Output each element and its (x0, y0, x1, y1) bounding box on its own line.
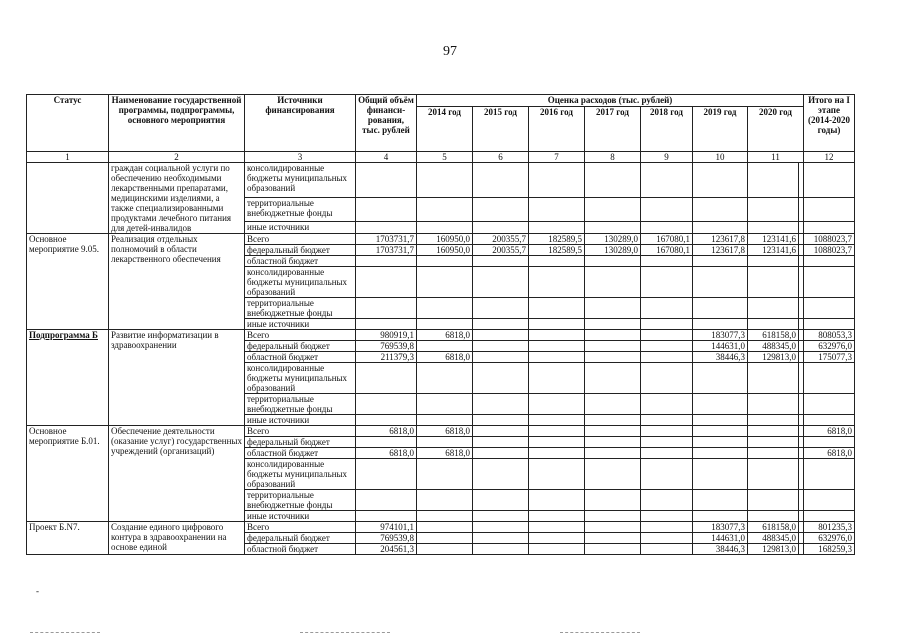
value-cell (585, 533, 641, 544)
value-cell: 6818,0 (356, 426, 417, 437)
header-name: Наименование государственной программы, подпрограммы, основного мероприятия (109, 95, 245, 152)
source-cell: иные источники (245, 415, 356, 426)
value-cell (529, 319, 585, 330)
value-cell (585, 511, 641, 522)
footer-rule (300, 632, 390, 633)
value-cell: 167080,1 (641, 234, 693, 245)
source-cell: территориальные внебюджетные фонды (245, 490, 356, 511)
value-cell (417, 363, 473, 394)
value-cell (585, 544, 641, 555)
value-cell: 6818,0 (417, 426, 473, 437)
value-cell (356, 267, 417, 298)
value-cell: 980919,1 (356, 330, 417, 341)
value-cell (748, 298, 799, 319)
value-cell (641, 352, 693, 363)
value-cell: 123617,8 (693, 245, 748, 256)
table-row (27, 330, 855, 341)
source-cell: территориальные внебюджетные фонды (245, 197, 356, 221)
column-number: 4 (356, 152, 417, 163)
source-cell: консолидированные бюджеты муниципальных образований (245, 459, 356, 490)
value-cell (641, 437, 693, 448)
value-cell: 974101,1 (356, 522, 417, 533)
value-cell (473, 394, 529, 415)
value-cell: 6818,0 (804, 426, 855, 437)
value-cell (804, 221, 855, 233)
value-cell (641, 330, 693, 341)
source-cell: иные источники (245, 319, 356, 330)
value-cell (748, 363, 799, 394)
source-cell: областной бюджет (245, 448, 356, 459)
value-cell (641, 426, 693, 437)
status-cell: Подпрограмма Б (27, 330, 109, 426)
value-cell: 1703731,7 (356, 234, 417, 245)
value-cell: 129813,0 (748, 352, 799, 363)
value-cell (529, 426, 585, 437)
column-number: 5 (417, 152, 473, 163)
value-cell (417, 298, 473, 319)
value-cell (804, 197, 855, 221)
header-year: 2020 год (748, 107, 804, 152)
value-cell: 6818,0 (417, 448, 473, 459)
table-row (27, 234, 855, 245)
table-row (27, 522, 855, 533)
status-cell: Проект Б.N7. (27, 522, 109, 555)
column-number: 9 (641, 152, 693, 163)
value-cell (356, 298, 417, 319)
value-cell (473, 511, 529, 522)
value-cell (693, 437, 748, 448)
value-cell: 183077,3 (693, 522, 748, 533)
value-cell (585, 426, 641, 437)
source-cell: Всего (245, 426, 356, 437)
source-cell: федеральный бюджет (245, 341, 356, 352)
value-cell (529, 448, 585, 459)
value-cell (804, 363, 855, 394)
value-cell: 38446,3 (693, 544, 748, 555)
value-cell (585, 319, 641, 330)
value-cell (693, 394, 748, 415)
value-cell (473, 490, 529, 511)
value-cell: 6818,0 (356, 448, 417, 459)
value-cell (585, 352, 641, 363)
value-cell: 167080,1 (641, 245, 693, 256)
value-cell (748, 163, 799, 198)
value-cell: 38446,3 (693, 352, 748, 363)
value-cell (641, 298, 693, 319)
value-cell (585, 256, 641, 267)
value-cell (417, 163, 473, 198)
value-cell (529, 415, 585, 426)
value-cell (417, 221, 473, 233)
value-cell (417, 267, 473, 298)
value-cell (356, 415, 417, 426)
value-cell: 211379,3 (356, 352, 417, 363)
value-cell: 183077,3 (693, 330, 748, 341)
value-cell (417, 511, 473, 522)
value-cell: 168259,3 (804, 544, 855, 555)
value-cell: 488345,0 (748, 533, 799, 544)
value-cell (356, 394, 417, 415)
value-cell (693, 319, 748, 330)
value-cell (585, 415, 641, 426)
value-cell (641, 197, 693, 221)
column-number: 8 (585, 152, 641, 163)
footer-rule (30, 632, 100, 633)
value-cell (473, 330, 529, 341)
value-cell (529, 511, 585, 522)
footer-rule (560, 632, 640, 633)
value-cell (693, 298, 748, 319)
value-cell (748, 415, 799, 426)
value-cell (473, 415, 529, 426)
source-cell: территориальные внебюджетные фонды (245, 394, 356, 415)
value-cell (529, 298, 585, 319)
value-cell (529, 522, 585, 533)
value-cell (804, 319, 855, 330)
value-cell (417, 533, 473, 544)
value-cell (585, 459, 641, 490)
value-cell (585, 394, 641, 415)
value-cell (693, 511, 748, 522)
value-cell: 6818,0 (417, 352, 473, 363)
value-cell (641, 256, 693, 267)
header-year: 2016 год (529, 107, 585, 152)
value-cell (804, 511, 855, 522)
value-cell (529, 352, 585, 363)
value-cell (748, 394, 799, 415)
value-cell (585, 221, 641, 233)
value-cell: 129813,0 (748, 544, 799, 555)
source-cell: иные источники (245, 221, 356, 233)
value-cell (585, 490, 641, 511)
value-cell: 182589,5 (529, 234, 585, 245)
value-cell (529, 197, 585, 221)
value-cell (641, 522, 693, 533)
value-cell (473, 459, 529, 490)
value-cell (804, 437, 855, 448)
value-cell (804, 415, 855, 426)
value-cell (585, 197, 641, 221)
value-cell (641, 459, 693, 490)
value-cell: 144631,0 (693, 533, 748, 544)
value-cell (641, 221, 693, 233)
value-cell: 769539,8 (356, 341, 417, 352)
value-cell (529, 544, 585, 555)
value-cell (417, 415, 473, 426)
value-cell (356, 490, 417, 511)
column-number: 6 (473, 152, 529, 163)
value-cell (417, 341, 473, 352)
column-number-row (27, 152, 855, 163)
value-cell (356, 511, 417, 522)
value-cell: 1703731,7 (356, 245, 417, 256)
value-cell (473, 163, 529, 198)
value-cell (417, 394, 473, 415)
column-number: 12 (804, 152, 855, 163)
value-cell (748, 256, 799, 267)
value-cell (641, 490, 693, 511)
value-cell (585, 330, 641, 341)
value-cell (529, 341, 585, 352)
value-cell (529, 363, 585, 394)
value-cell (641, 394, 693, 415)
value-cell (641, 511, 693, 522)
value-cell (417, 437, 473, 448)
table-body (27, 163, 855, 555)
column-number: 2 (109, 152, 245, 163)
source-cell: территориальные внебюджетные фонды (245, 298, 356, 319)
value-cell (417, 522, 473, 533)
value-cell: 6818,0 (417, 330, 473, 341)
value-cell (693, 163, 748, 198)
value-cell (473, 256, 529, 267)
source-cell: иные источники (245, 511, 356, 522)
value-cell (693, 197, 748, 221)
value-cell (641, 319, 693, 330)
value-cell: 769539,8 (356, 533, 417, 544)
value-cell (356, 437, 417, 448)
header-estimate: Оценка расходов (тыс. рублей) (417, 95, 804, 107)
header-year: 2018 год (641, 107, 693, 152)
value-cell: 488345,0 (748, 341, 799, 352)
value-cell (693, 256, 748, 267)
value-cell (748, 448, 799, 459)
value-cell (748, 319, 799, 330)
value-cell (356, 197, 417, 221)
status-cell: Основное мероприятие 9.05. (27, 234, 109, 330)
header-sources: Источники финансирования (245, 95, 356, 152)
header-stage: Итого на I этапе (2014-2020 годы) (804, 95, 855, 152)
value-cell: 6818,0 (804, 448, 855, 459)
value-cell: 175077,3 (804, 352, 855, 363)
value-cell (356, 459, 417, 490)
value-cell (641, 415, 693, 426)
value-cell (804, 256, 855, 267)
value-cell (641, 448, 693, 459)
value-cell (417, 544, 473, 555)
value-cell (748, 197, 799, 221)
header-total: Общий объём финанси-рования, тыс. рублей (356, 95, 417, 152)
value-cell: 123141,6 (748, 245, 799, 256)
value-cell (356, 163, 417, 198)
value-cell (529, 163, 585, 198)
value-cell (585, 163, 641, 198)
value-cell (693, 415, 748, 426)
value-cell: 123141,6 (748, 234, 799, 245)
source-cell: областной бюджет (245, 544, 356, 555)
value-cell (356, 221, 417, 233)
value-cell (585, 437, 641, 448)
value-cell (529, 533, 585, 544)
value-cell (473, 426, 529, 437)
value-cell (473, 298, 529, 319)
value-cell (748, 437, 799, 448)
header-year: 2014 год (417, 107, 473, 152)
value-cell (804, 163, 855, 198)
source-cell: консолидированные бюджеты муниципальных образований (245, 267, 356, 298)
value-cell (748, 221, 799, 233)
value-cell (417, 459, 473, 490)
source-cell: Всего (245, 234, 356, 245)
table-row (27, 163, 855, 198)
value-cell (641, 544, 693, 555)
value-cell: 632976,0 (804, 341, 855, 352)
value-cell (693, 363, 748, 394)
value-cell (473, 341, 529, 352)
source-cell: федеральный бюджет (245, 437, 356, 448)
value-cell (529, 267, 585, 298)
column-number: 7 (529, 152, 585, 163)
value-cell (693, 490, 748, 511)
value-cell (473, 197, 529, 221)
value-cell (529, 490, 585, 511)
value-cell (529, 459, 585, 490)
value-cell: 618158,0 (748, 522, 799, 533)
value-cell: 200355,7 (473, 245, 529, 256)
value-cell (529, 330, 585, 341)
value-cell (356, 256, 417, 267)
source-cell: консолидированные бюджеты муниципальных образований (245, 363, 356, 394)
value-cell: 182589,5 (529, 245, 585, 256)
value-cell (356, 363, 417, 394)
value-cell (804, 394, 855, 415)
value-cell (693, 426, 748, 437)
column-number: 3 (245, 152, 356, 163)
value-cell (473, 363, 529, 394)
source-cell: областной бюджет (245, 352, 356, 363)
value-cell (748, 426, 799, 437)
value-cell: 204561,3 (356, 544, 417, 555)
value-cell (748, 267, 799, 298)
value-cell: 801235,3 (804, 522, 855, 533)
value-cell (585, 267, 641, 298)
source-cell: Всего (245, 522, 356, 533)
value-cell (417, 490, 473, 511)
value-cell (473, 448, 529, 459)
value-cell (417, 256, 473, 267)
value-cell (641, 267, 693, 298)
value-cell: 130289,0 (585, 245, 641, 256)
value-cell (473, 437, 529, 448)
value-cell (804, 267, 855, 298)
value-cell (529, 394, 585, 415)
table-row (27, 426, 855, 437)
value-cell (641, 341, 693, 352)
value-cell (693, 221, 748, 233)
value-cell: 1088023,7 (804, 245, 855, 256)
status-cell: Основное мероприятие Б.01. (27, 426, 109, 522)
header-year: 2015 год (473, 107, 529, 152)
value-cell (473, 267, 529, 298)
value-cell (529, 256, 585, 267)
value-cell: 160950,0 (417, 234, 473, 245)
source-cell: областной бюджет (245, 256, 356, 267)
value-cell: 808053,3 (804, 330, 855, 341)
value-cell (529, 437, 585, 448)
value-cell (693, 459, 748, 490)
column-number: 11 (748, 152, 804, 163)
page-number: 97 (443, 44, 457, 59)
value-cell: 123617,8 (693, 234, 748, 245)
value-cell (585, 522, 641, 533)
value-cell (641, 533, 693, 544)
value-cell (473, 352, 529, 363)
value-cell (804, 298, 855, 319)
program-name-cell: Создание единого цифрового контура в здравоохранении на основе единой (109, 522, 245, 555)
header-status: Статус (27, 95, 109, 152)
value-cell: 160950,0 (417, 245, 473, 256)
value-cell: 618158,0 (748, 330, 799, 341)
source-cell: консолидированные бюджеты муниципальных образований (245, 163, 356, 198)
value-cell (804, 490, 855, 511)
program-name-cell: граждан социальной услуги по обеспечению необходимыми лекарственными препаратами, медицинскими изделиями, а также специализированными продуктами лечебного питания для детей-инвалидов (109, 163, 245, 234)
value-cell (585, 341, 641, 352)
status-cell (27, 163, 109, 234)
value-cell (473, 221, 529, 233)
source-cell: федеральный бюджет (245, 533, 356, 544)
value-cell (641, 163, 693, 198)
header-year: 2017 год (585, 107, 641, 152)
value-cell (748, 511, 799, 522)
value-cell: 200355,7 (473, 234, 529, 245)
source-cell: федеральный бюджет (245, 245, 356, 256)
value-cell: 1088023,7 (804, 234, 855, 245)
program-name-cell: Реализация отдельных полномочий в области лекарственного обеспечения (109, 234, 245, 330)
value-cell (585, 363, 641, 394)
value-cell (417, 319, 473, 330)
value-cell (356, 319, 417, 330)
value-cell: 144631,0 (693, 341, 748, 352)
value-cell: 632976,0 (804, 533, 855, 544)
program-name-cell: Обеспечение деятельности (оказание услуг) государственных учреждений (организаций) (109, 426, 245, 522)
value-cell (585, 298, 641, 319)
value-cell (748, 490, 799, 511)
value-cell (585, 448, 641, 459)
value-cell (473, 533, 529, 544)
program-name-cell: Развитие информатизации в здравоохранении (109, 330, 245, 426)
financing-table (26, 94, 855, 555)
value-cell (473, 319, 529, 330)
value-cell (417, 197, 473, 221)
source-cell: Всего (245, 330, 356, 341)
header-year: 2019 год (693, 107, 748, 152)
value-cell (473, 544, 529, 555)
value-cell (473, 522, 529, 533)
value-cell (693, 448, 748, 459)
value-cell (529, 221, 585, 233)
column-number: 10 (693, 152, 748, 163)
value-cell (693, 267, 748, 298)
value-cell (804, 459, 855, 490)
column-number: 1 (27, 152, 109, 163)
value-cell (641, 363, 693, 394)
value-cell (748, 459, 799, 490)
bottom-mark: - (36, 586, 39, 596)
value-cell: 130289,0 (585, 234, 641, 245)
